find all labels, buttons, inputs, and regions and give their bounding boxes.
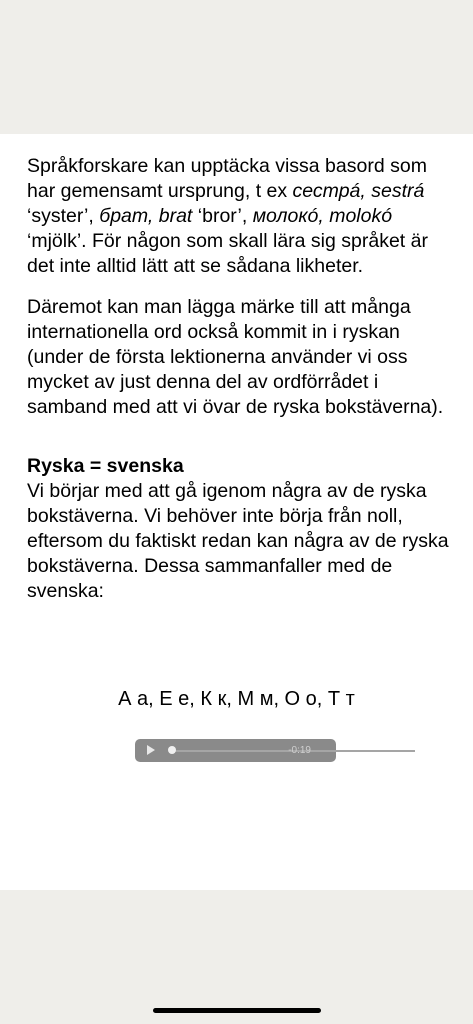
intro-text-2: ‘syster’, bbox=[27, 205, 100, 227]
paragraph-intro bbox=[27, 154, 452, 279]
intro-text-3: ‘bror’, bbox=[192, 205, 253, 227]
example-brother: брат, brat bbox=[99, 205, 193, 227]
example-sister: сестрá, sestrá bbox=[292, 180, 425, 202]
section-same-letters bbox=[27, 454, 452, 604]
section-heading: Ryska = svenska bbox=[27, 455, 184, 477]
audio-player[interactable] bbox=[135, 739, 336, 762]
home-indicator[interactable] bbox=[153, 1008, 321, 1013]
play-icon[interactable] bbox=[147, 745, 155, 755]
paragraph-international-words: Däremot kan man lägga märke till att många internationella ord också kommit in i ryskan (under de första lektionerna använder vi oss mycket av just denna del av ordförrådet i samband med att vi övar de ryska bokstäverna). bbox=[27, 296, 444, 418]
example-milk: молокó, molokó bbox=[252, 205, 393, 227]
audio-time-remaining: -0:19 bbox=[288, 745, 311, 756]
intro-text-4: ‘mjölk’. För någon som skall lära sig språket är det inte alltid lätt att se sådana likheter. bbox=[27, 230, 428, 277]
top-bar bbox=[0, 0, 473, 134]
lesson-text bbox=[27, 154, 452, 621]
section-body: Vi börjar med att gå igenom några av de ryska bokstäverna. Vi behöver inte börja från noll, eftersom du faktiskt redan kan några av de ryska bokstäverna. Dessa sammanfaller med de svenska: bbox=[27, 480, 449, 602]
shared-letters-list: А а, Е е, К к, М м, О о, Т т bbox=[118, 688, 355, 710]
audio-scrub-knob[interactable] bbox=[168, 746, 176, 754]
intro-text-1: Språkforskare kan upptäcka vissa basord som har gemensamt ursprung, t ex bbox=[27, 155, 427, 202]
